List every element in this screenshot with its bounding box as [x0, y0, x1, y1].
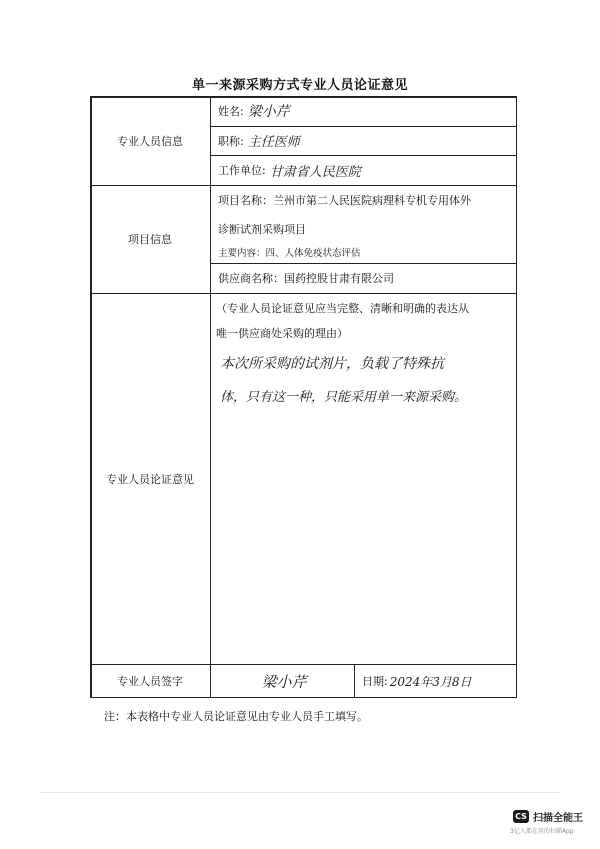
scanner-logo-icon: CS [513, 810, 529, 823]
signature-value: 梁小芹 [261, 672, 307, 691]
expert-name-label: 姓名: [218, 105, 244, 118]
signature-date-label: 日期: [362, 675, 388, 688]
supplier-name: 供应商名称：国药控股甘肃有限公司 [218, 272, 394, 285]
expert-employer-label: 工作单位: [218, 164, 266, 177]
expert-title-value: 主任医师 [247, 135, 300, 150]
opinion-instruction-line2: 唯一供应商处采购的理由） [216, 327, 348, 340]
expert-title-label: 职称: [218, 134, 244, 148]
signature-date-value: 2024年3月8日 [389, 674, 472, 689]
form-note: 注：本表格中专业人员论证意见由专业人员手工填写。 [104, 710, 368, 723]
expert-info-label: 专业人员信息 [117, 134, 183, 148]
project-info-label: 项目信息 [128, 233, 172, 246]
scanner-app-name: 扫描全能王 [533, 813, 583, 824]
project-name-line2: 诊断试剂采购项目 [218, 223, 306, 236]
expert-employer-value: 甘肃省人民医院 [269, 164, 361, 180]
expert-name-value: 梁小芹 [247, 104, 290, 120]
opinion-handwritten-line2: 体，只有这一种，只能采用单一来源采购。 [220, 389, 468, 405]
project-main-content: 主要内容：四、人体免疫状态评估 [218, 248, 361, 259]
signature-label: 专业人员签字 [117, 675, 183, 688]
footer-divider [40, 792, 560, 793]
opinion-instruction-line1: （专业人员论证意见应当完整、清晰和明确的表达从 [216, 302, 469, 315]
expert-title-row [218, 126, 300, 155]
project-name-line1: 项目名称：兰州市第二人民医院病理科专机专用体外 [218, 194, 471, 207]
document-title: 单一来源采购方式专业人员论证意见 [191, 78, 408, 93]
signature-date-row [362, 664, 472, 698]
expert-employer-row [218, 155, 361, 185]
opinion-handwritten-line1: 本次所采购的试剂片，负载了特殊抗 [220, 356, 444, 372]
opinion-form-table [90, 96, 517, 698]
scanner-badge [513, 809, 583, 824]
opinion-label: 专业人员论证意见 [106, 472, 194, 486]
scanner-tagline: 3亿人都在用的扫描App [510, 828, 574, 835]
expert-name-row [218, 96, 290, 126]
